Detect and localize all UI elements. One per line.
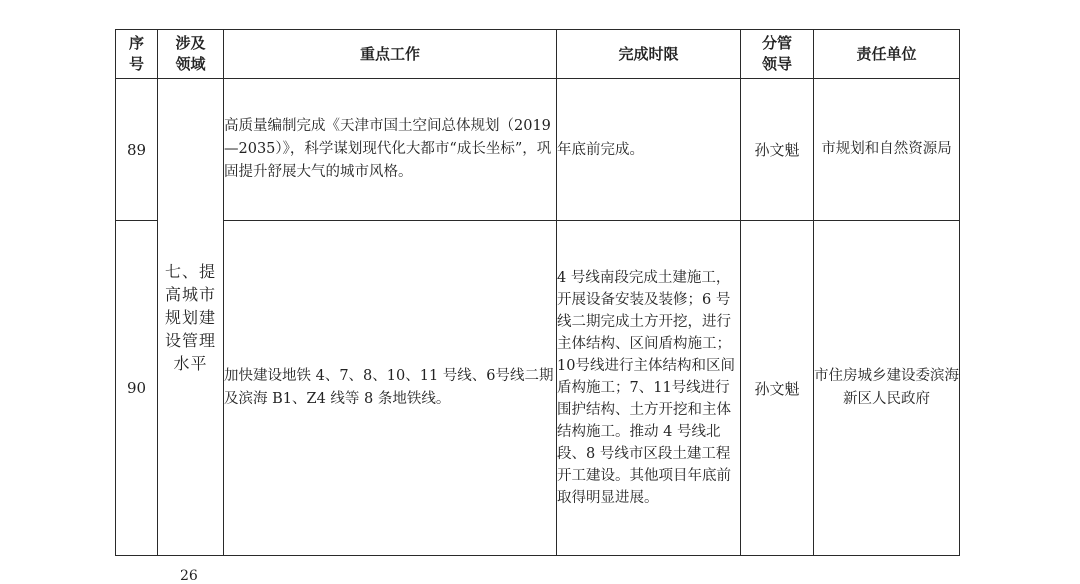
table-row bbox=[116, 79, 960, 221]
deadline-cell: 4 号线南段完成土建施工，开展设备安装及装修；6 号线二期完成土方开挖，进行主体结构、区间盾构施工；10号线进行主体结构和区间盾构施工；7、11号线进行围护结构、土方开挖和主体结构施工。推动 4 号线北段、8 号线市区段土建工程开工建设。其他项目年底前取得明显进展。 bbox=[557, 221, 741, 556]
leader-cell: 孙文魁 bbox=[741, 79, 814, 221]
table-row bbox=[116, 221, 960, 556]
header-unit: 责任单位 bbox=[814, 30, 960, 79]
header-work: 重点工作 bbox=[224, 30, 557, 79]
table-header-row bbox=[116, 30, 960, 79]
header-deadline: 完成时限 bbox=[557, 30, 741, 79]
domain-cell: 七、提高城市规划建设管理水平 bbox=[158, 79, 224, 556]
leader-cell: 孙文魁 bbox=[741, 221, 814, 556]
header-seq: 序号 bbox=[116, 30, 158, 79]
unit-cell: 市规划和自然资源局 bbox=[814, 79, 960, 221]
work-cell: 加快建设地铁 4、7、8、10、11 号线、6号线二期及滨海 B1、Z4 线等 8 条地铁线。 bbox=[224, 221, 557, 556]
row-number: 89 bbox=[116, 79, 158, 221]
work-cell: 高质量编制完成《天津市国土空间总体规划（2019—2035）》，科学谋划现代化大都市“成长坐标”，巩固提升舒展大气的城市风格。 bbox=[224, 79, 557, 221]
work-plan-table bbox=[115, 29, 960, 556]
header-leader: 分管领导 bbox=[741, 30, 814, 79]
unit-cell: 市住房城乡建设委滨海新区人民政府 bbox=[814, 221, 960, 556]
page-number: 26 bbox=[180, 568, 198, 584]
row-number: 90 bbox=[116, 221, 158, 556]
header-domain: 涉及领域 bbox=[158, 30, 224, 79]
deadline-cell: 年底前完成。 bbox=[557, 79, 741, 221]
